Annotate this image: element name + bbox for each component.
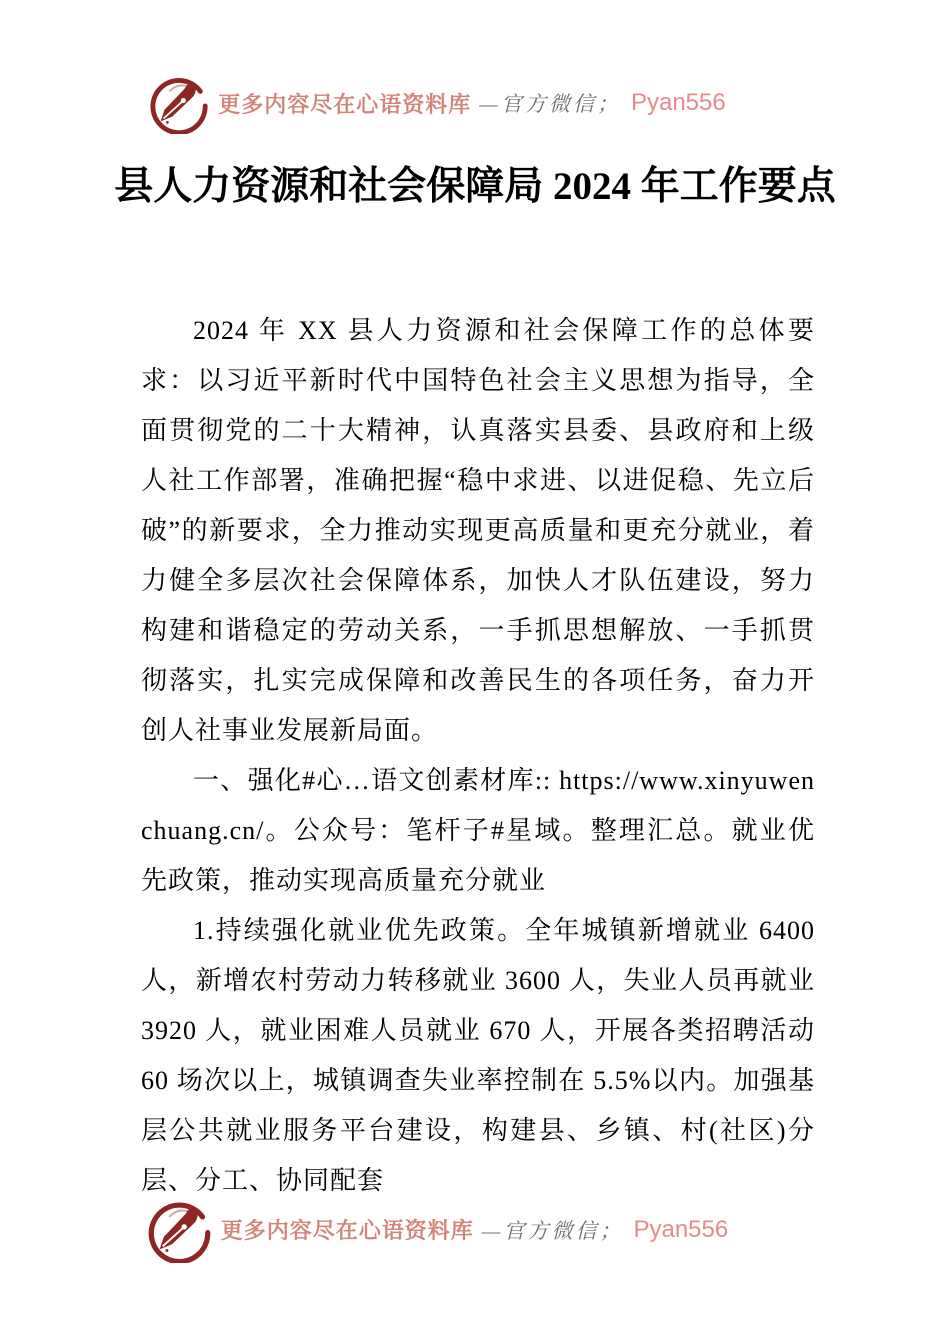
watermark-wechat-id: Pyan556	[633, 1215, 729, 1243]
watermark-wechat-label: —官方微信；	[479, 92, 621, 116]
paragraph-item-1: 1.持续强化就业优先政策。全年城镇新增就业 6400 人，新增农村劳动力转移就业 3600 人，失业人员再就业 3920 人，就业困难人员就业 670 人，开展各类招聘活动 60 场次以上，城镇调查失业率控制在 5.5%以内。加强基层公共就业服务平台建设，构建县、乡镇、村(社区)分层、分工、协同配套	[141, 916, 815, 1195]
pen-nib-logo-icon	[146, 1196, 213, 1263]
watermark-brand-text: 更多内容尽在心语资料库	[220, 1218, 474, 1243]
watermark-brand-text: 更多内容尽在心语资料库	[218, 91, 472, 117]
watermark-wechat-id: Pyan556	[630, 89, 726, 116]
watermark-wechat-label: —官方微信；	[481, 1218, 624, 1243]
paragraph-section-heading: 一、强化#心…语文创素材库:: https://www.xinyuwenchuang.cn/。公众号：笔杆子#星域。整理汇总。就业优先政策，推动实现高质量充分就业	[141, 766, 815, 895]
paragraph-overview: 2024 年 XX 县人力资源和社会保障工作的总体要求：以习近平新时代中国特色社会主义思想为指导，全面贯彻党的二十大精神，认真落实县委、县政府和上级人社工作部署，准确把握“稳中求进、以进促稳、先立后破”的新要求，全力推动实现更高质量和更充分就业，着力健全多层次社会保障体系，加快人才队伍建设，努力构建和谐稳定的劳动关系，一手抓思想解放、一手抓贯彻落实，扎实完成保障和改善民生的各项任务，奋力开创人社事业发展新局面。	[141, 316, 815, 745]
pen-nib-logo-icon	[148, 72, 210, 134]
document-title: 县人力资源和社会保障局 2024 年工作要点	[114, 165, 836, 208]
document-body	[141, 306, 815, 1206]
footer-watermark	[0, 1196, 912, 1263]
header-watermark	[0, 72, 912, 134]
